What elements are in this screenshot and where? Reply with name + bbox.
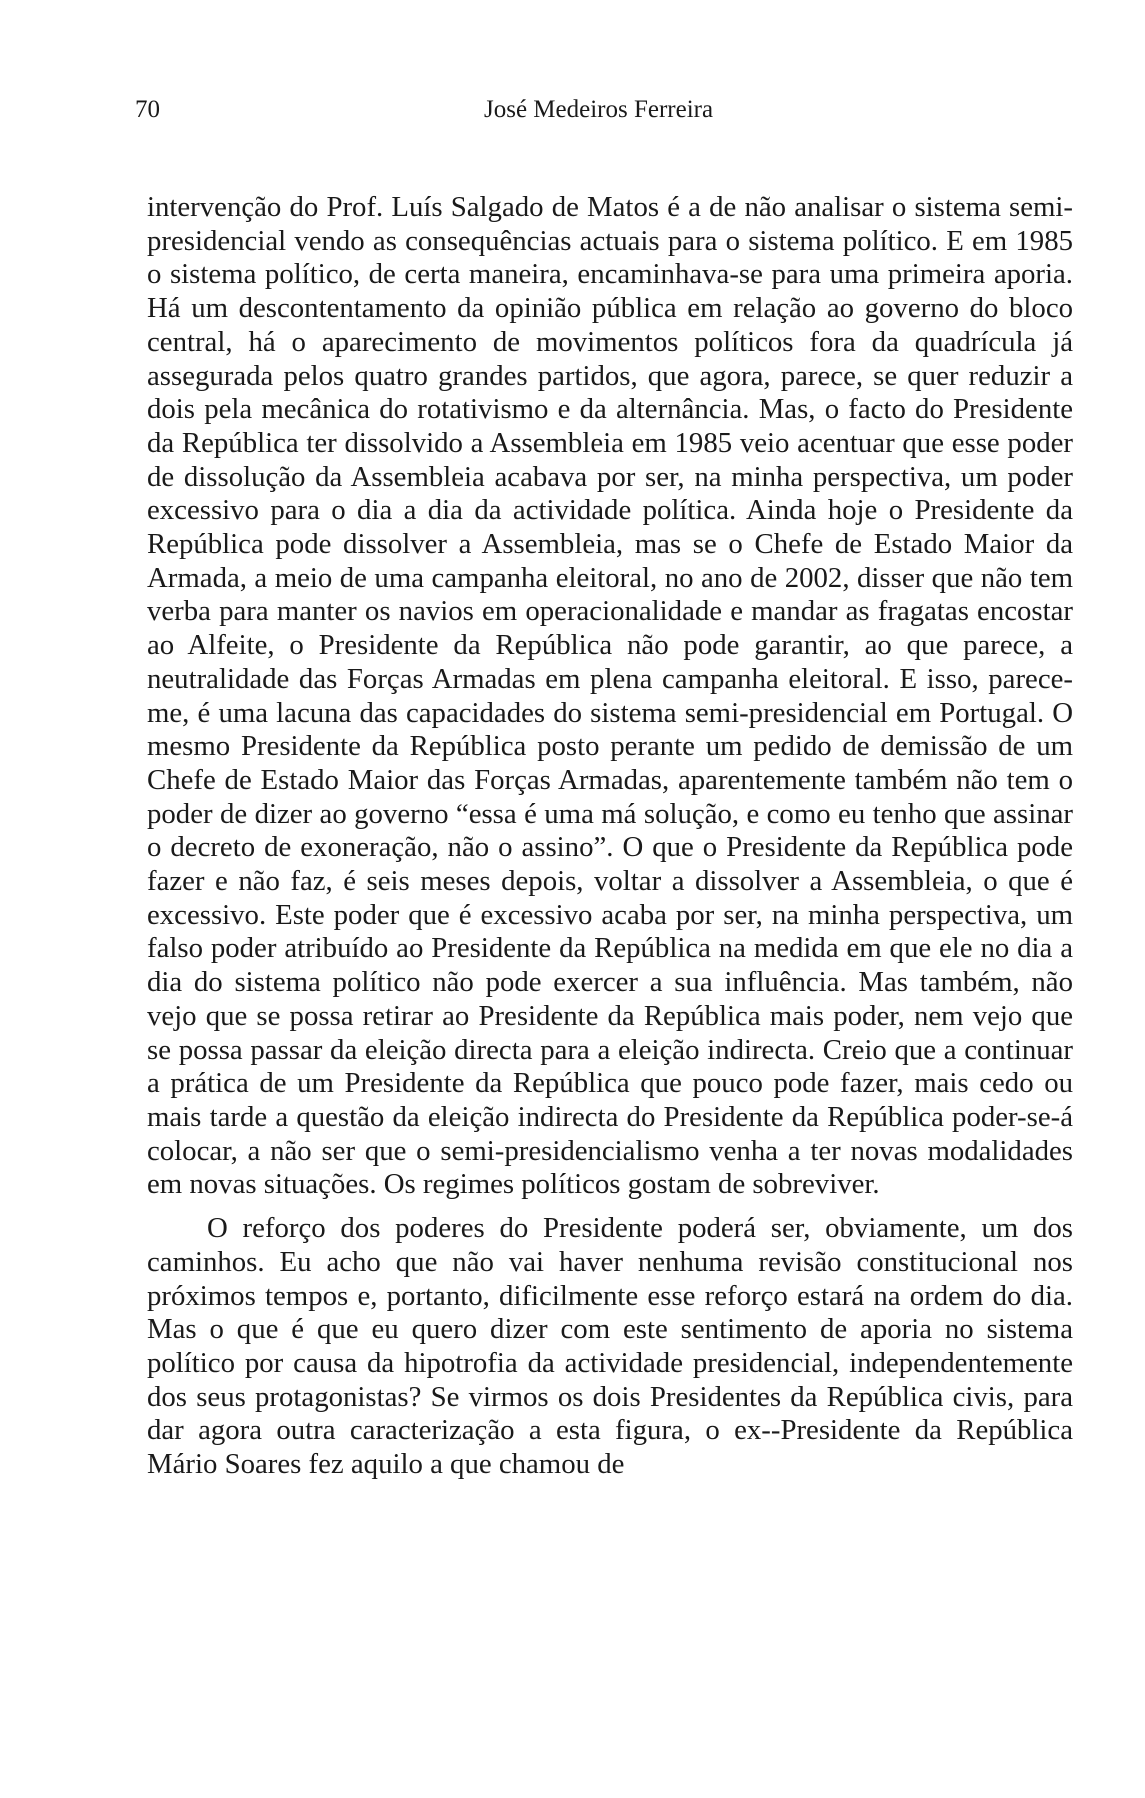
page-number: 70 <box>135 96 160 123</box>
running-head <box>0 92 1145 132</box>
paragraph-2: O reforço dos poderes do Presidente poderá ser, obviamente, um dos caminhos. Eu acho que não vai haver nenhuma revisão constitucional nos próximos tempos e, portanto, dificilmente esse reforço estará na ordem do dia. Mas o que é que eu quero dizer com este sentimento de aporia no sistema político por causa da hipotrofia da actividade presidencial, independentemente dos seus protagonistas? Se virmos os dois Presidentes da República civis, para dar agora outra caracterização a esta figura, o ex--Presidente da República Mário Soares fez aquilo a que chamou de <box>147 1212 1073 1481</box>
body-text <box>147 191 1073 1482</box>
paragraph-1: intervenção do Prof. Luís Salgado de Matos é a de não analisar o sistema semi-presidencial vendo as consequências actuais para o sistema político. E em 1985 o sistema político, de certa maneira, encaminhava-se para uma primeira aporia. Há um descontentamento da opinião pública em relação ao governo do bloco central, há o aparecimento de movimentos políticos fora da quadrícula já assegurada pelos quatro grandes partidos, que agora, parece, se quer reduzir a dois pela mecânica do rotativismo e da alternância. Mas, o facto do Presidente da República ter dissolvido a Assembleia em 1985 veio acentuar que esse poder de dissolução da Assembleia acabava por ser, na minha perspectiva, um poder excessivo para o dia a dia da actividade política. Ainda hoje o Presidente da República pode dissolver a Assembleia, mas se o Chefe de Estado Maior da Armada, a meio de uma campanha eleitoral, no ano de 2002, disser que não tem verba para manter os navios em operacionalidade e mandar as fragatas encostar ao Alfeite, o Presidente da República não pode garantir, ao que parece, a neutralidade das Forças Armadas em plena campanha eleitoral. E isso, parece-me, é uma lacuna das capacidades do sistema semi-presidencial em Portugal. O mesmo Presidente da República posto perante um pedido de demissão de um Chefe de Estado Maior das Forças Armadas, aparentemente também não tem o poder de dizer ao governo “essa é uma má solução, e como eu tenho que assinar o decreto de exoneração, não o assino”. O que o Presidente da República pode fazer e não faz, é seis meses depois, voltar a dissolver a Assembleia, o que é excessivo. Este poder que é excessivo acaba por ser, na minha perspectiva, um falso poder atribuído ao Presidente da República na medida em que ele no dia a dia do sistema político não pode exercer a sua influência. Mas também, não vejo que se possa retirar ao Presidente da República mais poder, nem vejo que se possa passar da eleição directa para a eleição indirecta. Creio que a continuar a prática de um Presidente da República que pouco pode fazer, mais cedo ou mais tarde a questão da eleição indirecta do Presidente da República poder-se-á colocar, a não ser que o semi-presidencialismo venha a ter novas modalidades em novas situações. Os regimes políticos gostam de sobreviver. <box>147 191 1073 1201</box>
running-title: José Medeiros Ferreira <box>484 96 714 123</box>
